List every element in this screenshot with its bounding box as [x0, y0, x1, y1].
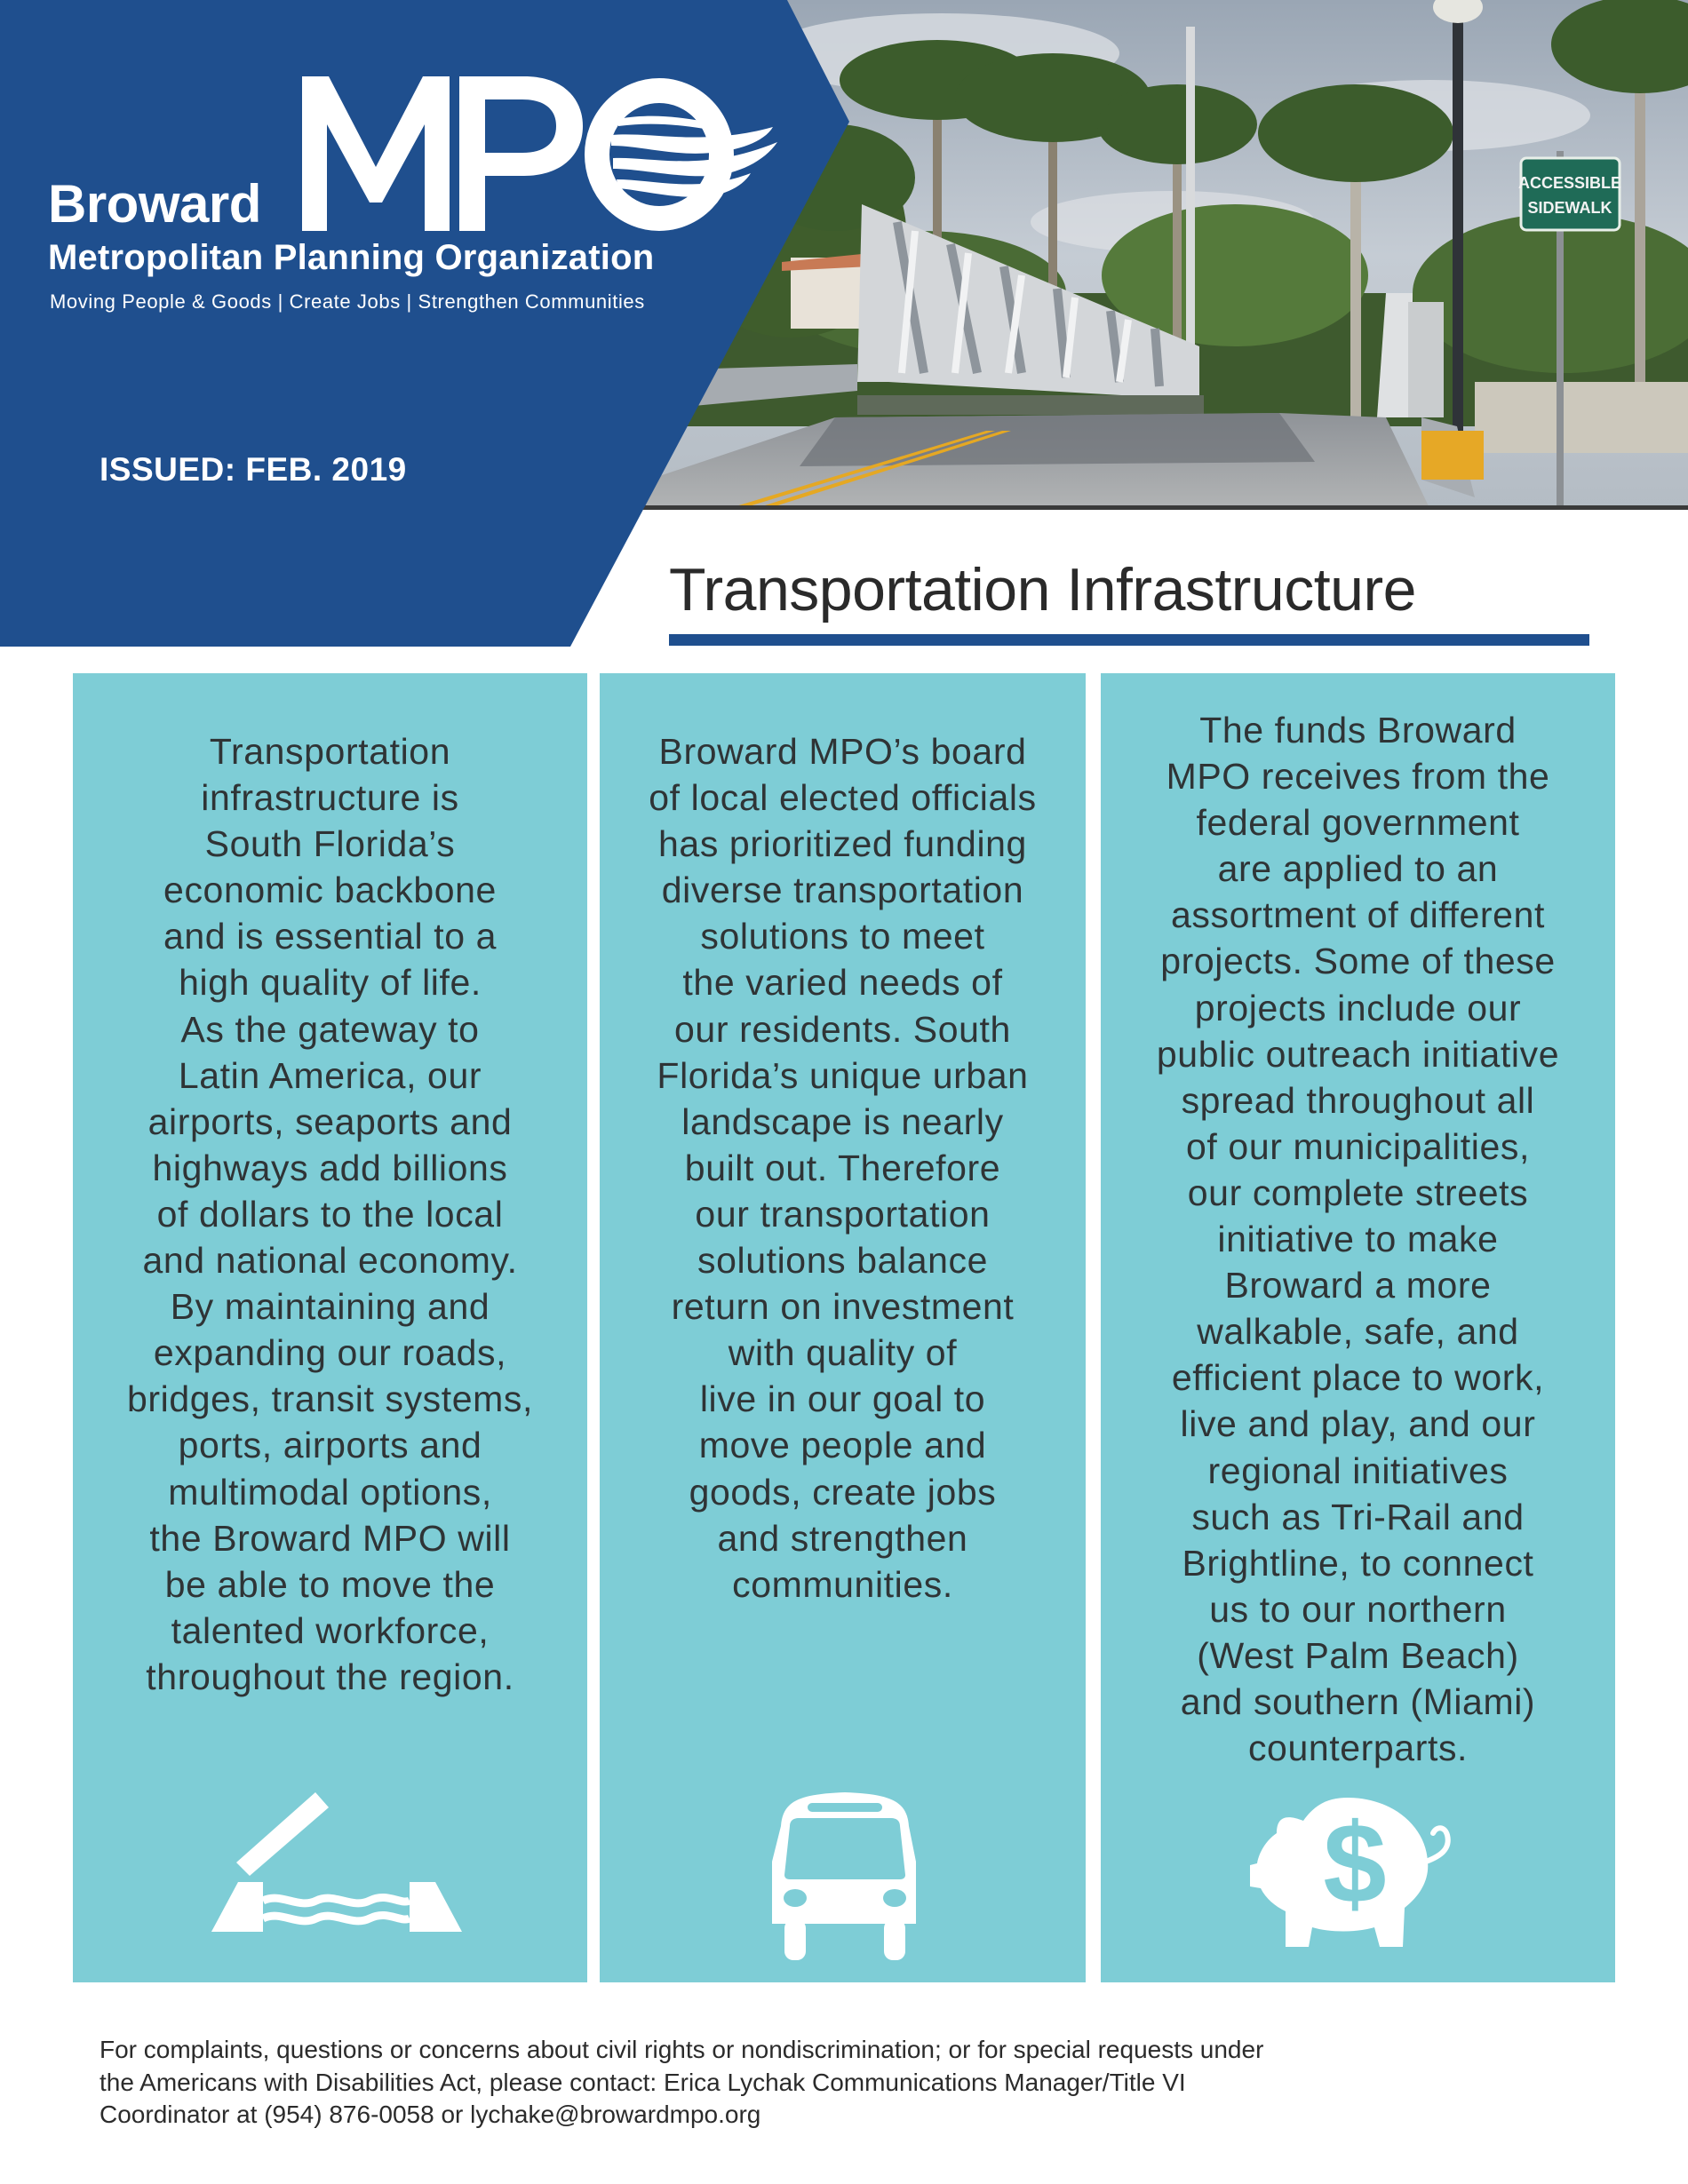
mpo-logo-mark-icon	[293, 69, 791, 238]
page-title: Transportation Infrastructure	[669, 556, 1416, 623]
bus-icon	[772, 1782, 918, 1961]
title-underline	[669, 634, 1589, 646]
drawbridge-icon	[211, 1761, 464, 1932]
logo-broward-text: Broward	[48, 174, 261, 234]
panel-body-text: The funds Broward MPO receives from the federal government are applied to an assortment of different projects. Some of these projects include our public outreach initiative spread throughout all of our municipalities, our complete streets initiative to make Broward a more walkable, safe, and efficient place to work, live and play, and our regional initiatives such as Tri-Rail and Brightline, to connect us to our northern (West Palm Beach) and southern (Miami) counterparts.	[1156, 710, 1560, 1769]
info-panel-funding-priorities	[600, 673, 1086, 1982]
issued-date: ISSUED: FEB. 2019	[100, 451, 407, 488]
logo-full-name: Metropolitan Planning Organization	[48, 238, 655, 277]
panel-body-text: Transportation infrastructure is South Florida’s economic backbone and is essential to a high quality of life. As the gateway to Latin America, our airports, seaports and highways add billions of dollars to the local and national economy. By maintaining and expanding our roads, bridges, transit systems, ports, airports and multimodal options, the Broward MPO will be able to move the talented workforce, throughout the region.	[126, 731, 534, 1697]
broward-mpo-logo	[0, 0, 800, 338]
info-panel-federal-funds	[1101, 673, 1615, 1982]
footer-civil-rights-notice: For complaints, questions or concerns about civil rights or nondiscrimination; or for special requests under the Americans with Disabilities Act, please contact: Erica Lychak Communications Manager/Title VI Coordinator at (954) 876-0058 or lychake@browardmpo.org	[100, 2036, 1264, 2128]
info-panel-economy	[73, 673, 587, 1982]
logo-tagline: Moving People & Goods | Create Jobs | Strengthen Communities	[50, 290, 645, 313]
svg-text:SIDEWALK: SIDEWALK	[1527, 199, 1612, 217]
svg-text:ACCESSIBLE: ACCESSIBLE	[1517, 174, 1622, 192]
svg-text:$: $	[1323, 1800, 1387, 1927]
piggy-bank-dollar-icon	[1250, 1794, 1463, 1950]
panel-body-text: Broward MPO’s board of local elected officials has prioritized funding diverse transportation solutions to meet the varied needs of our residents. South Florida’s unique urban landscape is nearly built out. Therefore our transportation solutions balance return on investment with quality of live in our goal to move people and goods, create jobs and strengthen communities.	[649, 731, 1037, 1605]
